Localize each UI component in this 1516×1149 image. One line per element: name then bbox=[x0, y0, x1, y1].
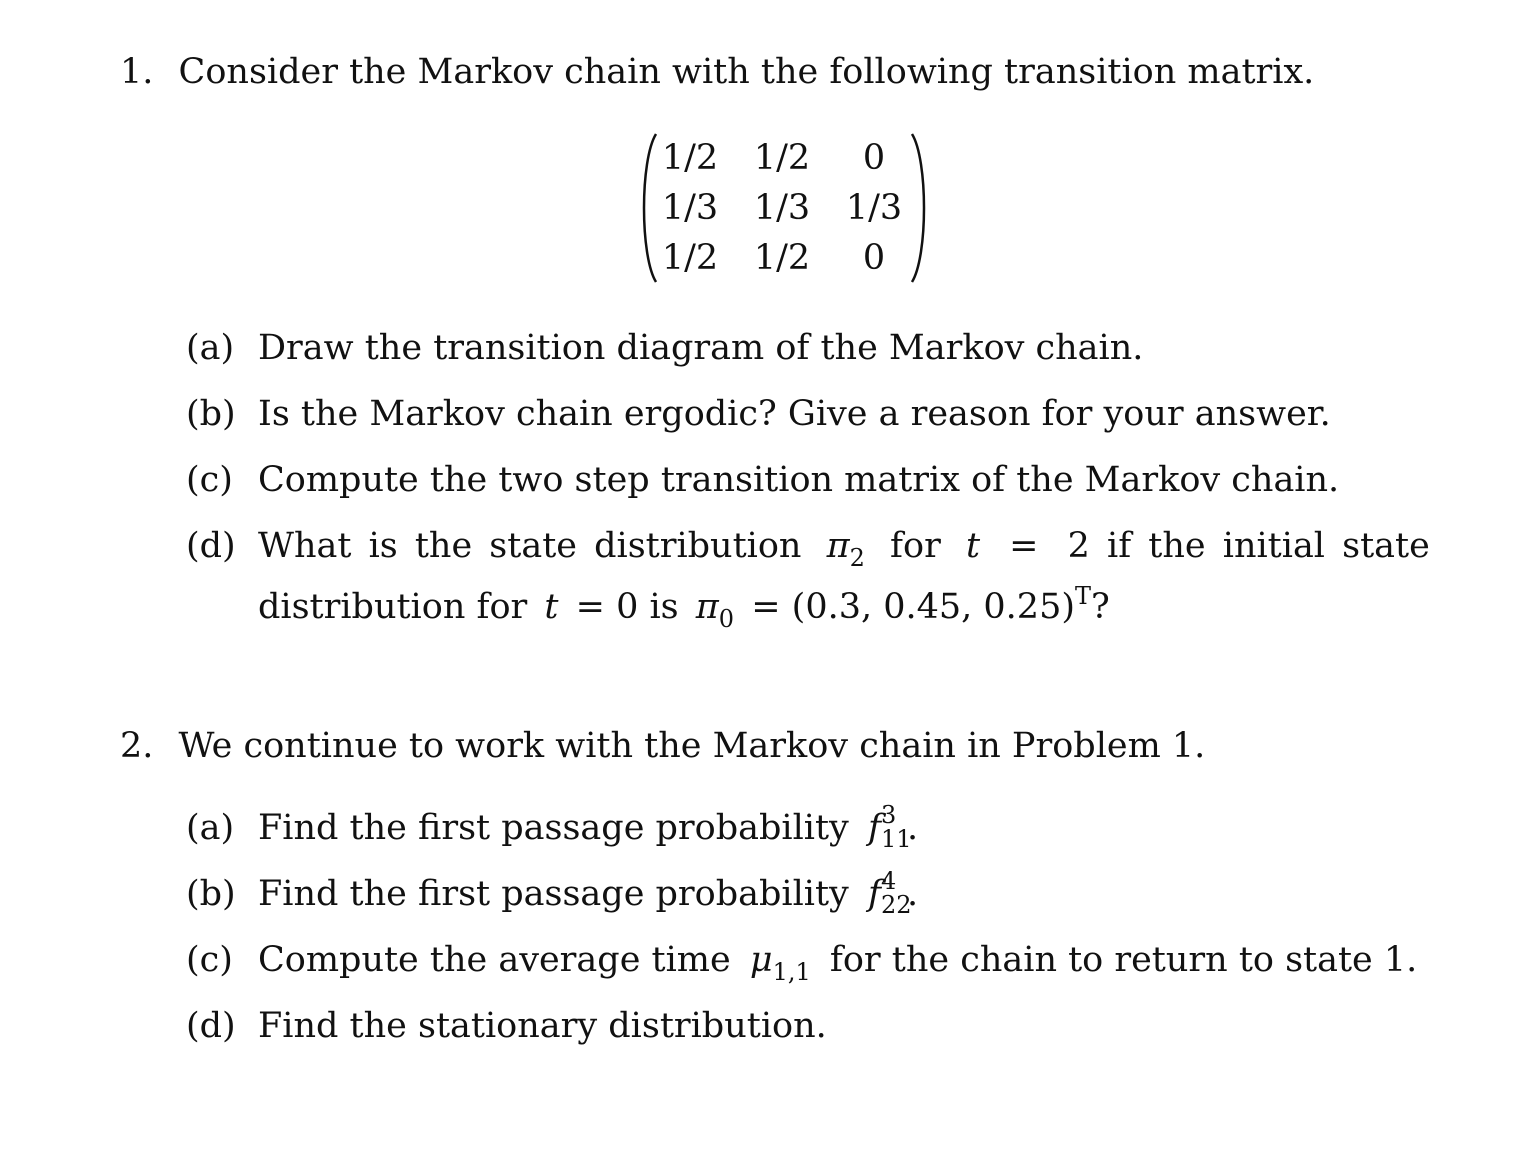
part-text: Draw the transition diagram of the Markov chain. bbox=[258, 328, 1144, 368]
part-text: Compute the two step transition matrix of the Markov chain. bbox=[258, 460, 1340, 500]
mu-symbol: $\mu_{1,1}$ bbox=[749, 940, 811, 986]
problem-1-part-a bbox=[186, 328, 1144, 368]
matrix-cell-1-1: 1/2 bbox=[661, 138, 719, 178]
matrix-cell-3-1: 1/2 bbox=[661, 238, 719, 278]
part-label: (c) bbox=[186, 460, 233, 500]
matrix-cell-1-3: 0 bbox=[862, 138, 886, 178]
matrix-cell-1-2: 1/2 bbox=[753, 138, 811, 178]
problem-2-heading bbox=[120, 726, 1205, 766]
part-text: Find the first passage probability f 3 11 . bbox=[258, 801, 919, 853]
problem-1-statement: Consider the Markov chain with the following transition matrix. bbox=[178, 52, 1315, 92]
matrix-cell-2-2: 1/3 bbox=[753, 188, 811, 228]
problem-2-part-d bbox=[186, 1006, 827, 1046]
part-text: Find the first passage probability f 4 22 . bbox=[258, 867, 919, 919]
part-text: Is the Markov chain ergodic? Give a reason for your answer. bbox=[258, 394, 1331, 434]
pi-zero-symbol: $\pi_0$ bbox=[695, 587, 735, 633]
matrix-cell-3-3: 0 bbox=[862, 238, 886, 278]
problem-1-heading bbox=[120, 52, 1314, 92]
problem-1-part-d-line-1 bbox=[186, 526, 1430, 572]
pi-symbol: $\pi_2$ bbox=[826, 526, 865, 572]
matrix-cell-2-1: 1/3 bbox=[661, 188, 719, 228]
problem-2-statement: We continue to work with the Markov chain in Problem 1. bbox=[178, 726, 1206, 766]
part-label: (d) bbox=[186, 1006, 236, 1046]
matrix-cell-3-2: 1/2 bbox=[753, 238, 811, 278]
problem-2-part-a bbox=[186, 801, 919, 853]
part-text: Find the stationary distribution. bbox=[258, 1006, 827, 1046]
matrix-cell-2-3: 1/3 bbox=[845, 188, 903, 228]
problem-2-part-b bbox=[186, 867, 919, 919]
problem-2-number: 2. bbox=[120, 726, 154, 766]
part-label: (d) bbox=[186, 526, 236, 566]
problem-1-part-b bbox=[186, 394, 1331, 434]
part-label: (a) bbox=[186, 328, 235, 368]
part-label: (b) bbox=[186, 394, 236, 434]
part-text: What is the state distribution $\pi_2$ for t = 2 if the initial state bbox=[258, 526, 1430, 572]
problem-1-part-c bbox=[186, 460, 1340, 500]
part-text: Compute the average time $\mu_{1,1}$ for the chain to return to state 1. bbox=[258, 940, 1418, 986]
problem-2-part-c bbox=[186, 940, 1418, 986]
problem-1-number: 1. bbox=[120, 52, 154, 92]
part-label: (c) bbox=[186, 940, 233, 980]
transition-matrix bbox=[636, 130, 936, 286]
part-label: (a) bbox=[186, 808, 235, 848]
part-label: (b) bbox=[186, 874, 236, 914]
problem-1-part-d-line-2: distribution for t = 0 is $\pi_0 = (0.3$, 0.45, 0.25)$^T$? bbox=[258, 582, 1110, 633]
